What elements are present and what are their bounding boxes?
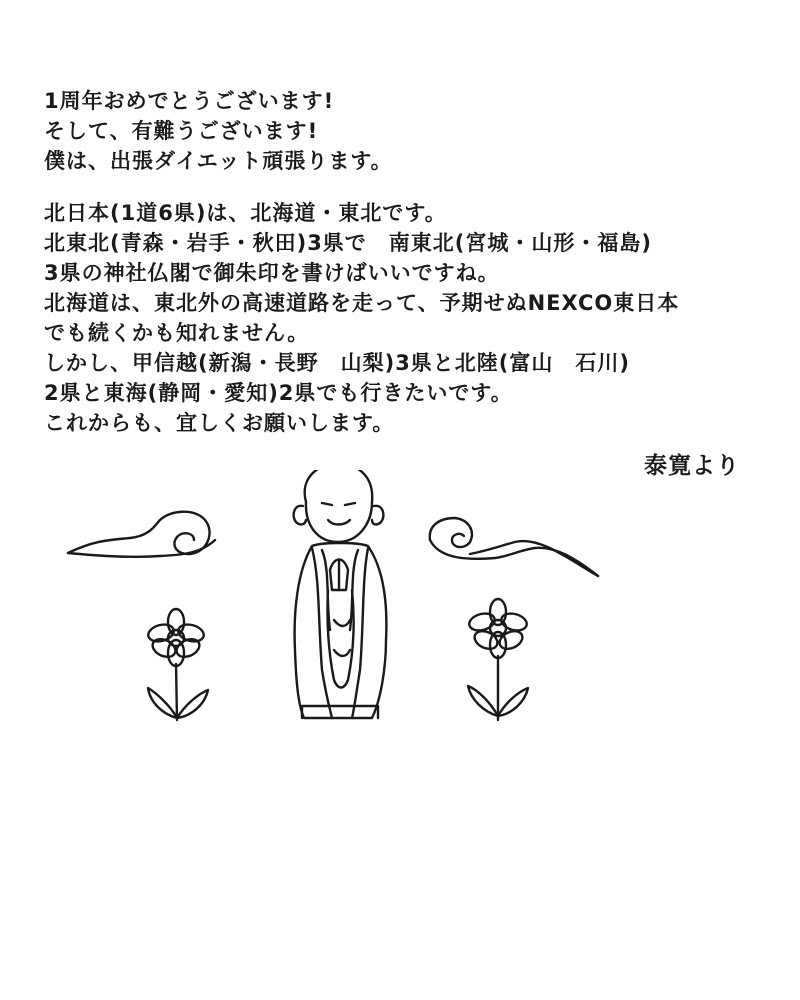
letter-line: 北東北(青森・岩手・秋田)3県で 南東北(宮城・山形・福島) bbox=[44, 231, 653, 255]
letter-line: 北日本(1道6県)は、北海道・東北です。 bbox=[44, 201, 447, 225]
cloud-right-icon bbox=[430, 518, 598, 576]
letter-line: でも続くかも知れません。 bbox=[44, 321, 310, 345]
letter-paragraph-greeting bbox=[44, 86, 764, 176]
letter-line: 2県と東海(静岡・愛知)2県でも行きたいです。 bbox=[44, 381, 513, 405]
flower-right-icon bbox=[467, 599, 528, 720]
letter-body bbox=[44, 86, 764, 438]
letter-line: これからも、宜しくお願いします。 bbox=[44, 411, 395, 435]
letter-paragraph-plans bbox=[44, 198, 764, 438]
letter-line: 僕は、出張ダイエット頑張ります。 bbox=[44, 149, 393, 173]
letter-line: そして、有難うございます! bbox=[44, 119, 319, 143]
flower-left-icon bbox=[146, 609, 208, 720]
letter-line: 1周年おめでとうございます! bbox=[44, 89, 335, 113]
letter-line: しかし、甲信越(新潟・長野 山梨)3県と北陸(富山 石川) bbox=[44, 351, 631, 375]
jizo-statue-icon bbox=[294, 470, 387, 718]
signature: 泰寛より bbox=[644, 453, 740, 479]
letter-line: 3県の神社仏閣で御朱印を書けばいいですね。 bbox=[44, 261, 500, 285]
illustration bbox=[0, 470, 800, 740]
illustration-svg bbox=[0, 470, 800, 740]
cloud-left-icon bbox=[68, 512, 215, 557]
letter-line: 北海道は、東北外の高速道路を走って、予期せぬNEXCO東日本 bbox=[44, 291, 680, 315]
